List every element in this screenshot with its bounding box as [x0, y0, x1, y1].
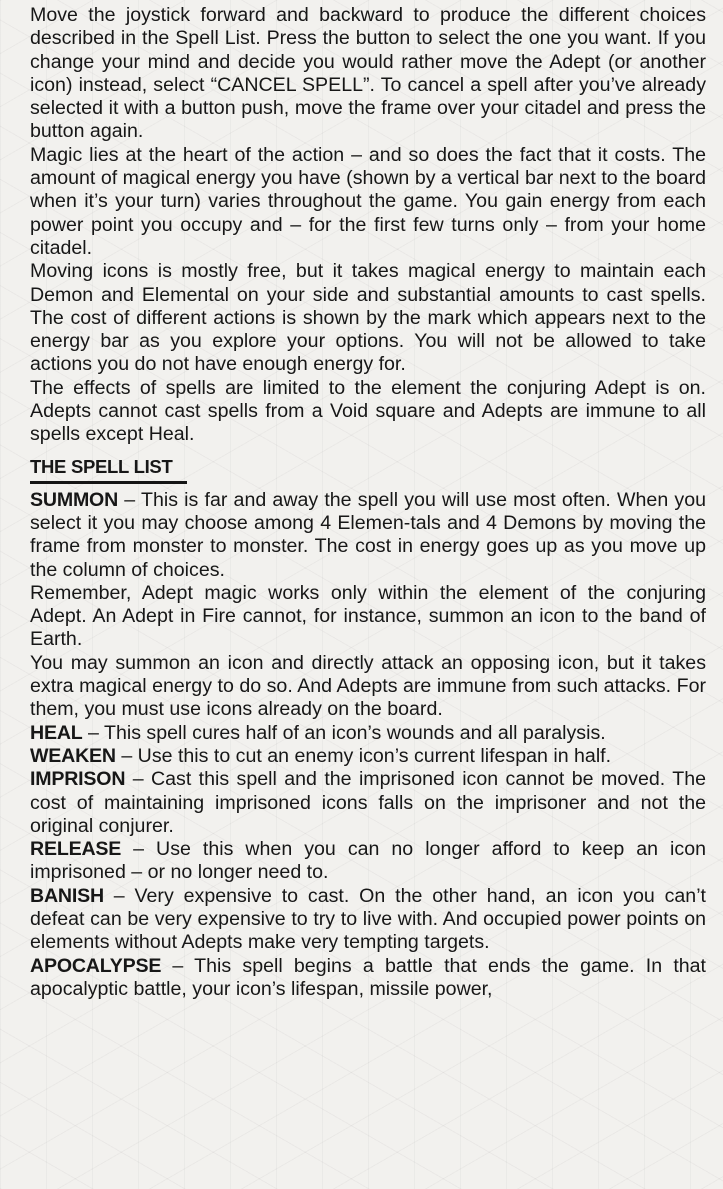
spell-term-summon: SUMMON: [30, 488, 119, 511]
intro-paragraph-moving-icons: Moving icons is mostly free, but it takes magical energy to maintain each Demon and Elemental on your side and substantial amounts to cast spells. The cost of different actions is shown by the mark which appears next to the energy bar as you explore your options. You will not be allowed to take actions you do not have enough energy for.: [30, 260, 706, 376]
spell-text-imprison: – Cast this spell and the imprisoned icon cannot be moved. The cost of maintaining imprisoned icons falls on the imprisoner and not the original conjurer.: [30, 768, 706, 837]
spell-term-release: RELEASE: [30, 838, 122, 861]
spell-term-heal: HEAL: [30, 721, 83, 744]
spell-entry-imprison: [30, 768, 706, 838]
spell-entry-banish: [30, 885, 706, 955]
spell-text-heal: – This spell cures half of an icon’s wounds and all paralysis.: [82, 721, 606, 744]
intro-paragraph-magic-cost: Magic lies at the heart of the action – and so does the fact that it costs. The amount of magical energy you have (shown by a vertical bar next to the board when it’s your turn) varies throughout the game. You gain energy from each power point you occupy and – for the first few turns only – from your home citadel.: [30, 143, 706, 259]
summon-note-element: Remember, Adept magic works only within the element of the conjuring Adept. An Adept in Fire cannot, for instance, summon an icon to the band of Earth.: [30, 581, 706, 651]
spell-entry-release: [30, 838, 706, 885]
spell-term-banish: BANISH: [30, 884, 104, 907]
heading-underline: [30, 481, 187, 484]
spell-entry-heal: [30, 722, 706, 745]
spell-entry-weaken: [30, 745, 706, 768]
spell-list-heading: THE SPELL LIST: [30, 455, 173, 477]
spell-entry-summon: [30, 489, 706, 582]
intro-paragraph-spell-effects: The effects of spells are limited to the element the conjuring Adept is on. Adepts cannot cast spells from a Void square and Adepts are immune to all spells except Heal.: [30, 376, 706, 446]
summon-note-attack: You may summon an icon and directly attack an opposing icon, but it takes extra magical energy to do so. And Adepts are immune from such attacks. For them, you must use icons already on the board.: [30, 651, 706, 721]
spell-term-apocalypse: APOCALYPSE: [30, 954, 162, 977]
spell-list-heading-block: [30, 454, 706, 484]
spell-term-weaken: WEAKEN: [30, 744, 116, 767]
spell-entry-apocalypse: [30, 955, 706, 1002]
manual-page: [30, 4, 706, 1001]
spell-text-apocalypse: – This spell begins a battle that ends the game. In that apocalyptic battle, your icon’s lifespan, missile power,: [30, 954, 706, 1000]
intro-paragraph-joystick: Move the joystick forward and backward to produce the different choices described in the Spell List. Press the button to select the one you want. If you change your mind and decide you would rather move the Adept (or another icon) instead, select “CANCEL SPELL”. To cancel a spell after you’ve already selected it with a button push, move the frame over your citadel and press the button again.: [30, 4, 706, 143]
spell-text-banish: – Very expensive to cast. On the other hand, an icon you can’t defeat can be very expensive to try to live with. And occupied power points on elements without Adepts make very tempting targets.: [30, 884, 706, 954]
spell-text-weaken: – Use this to cut an enemy icon’s current lifespan in half.: [115, 744, 612, 767]
spell-term-imprison: IMPRISON: [30, 768, 126, 791]
spell-text-summon: – This is far and away the spell you will use most often. When you select it you may choose among 4 Elemen-tals and 4 Demons by moving the frame from monster to monster. The cost in energy goes up as you move up the column of choices.: [30, 488, 706, 581]
spell-text-release: – Use this when you can no longer afford to keep an icon imprisoned – or no longer need to.: [30, 838, 706, 884]
